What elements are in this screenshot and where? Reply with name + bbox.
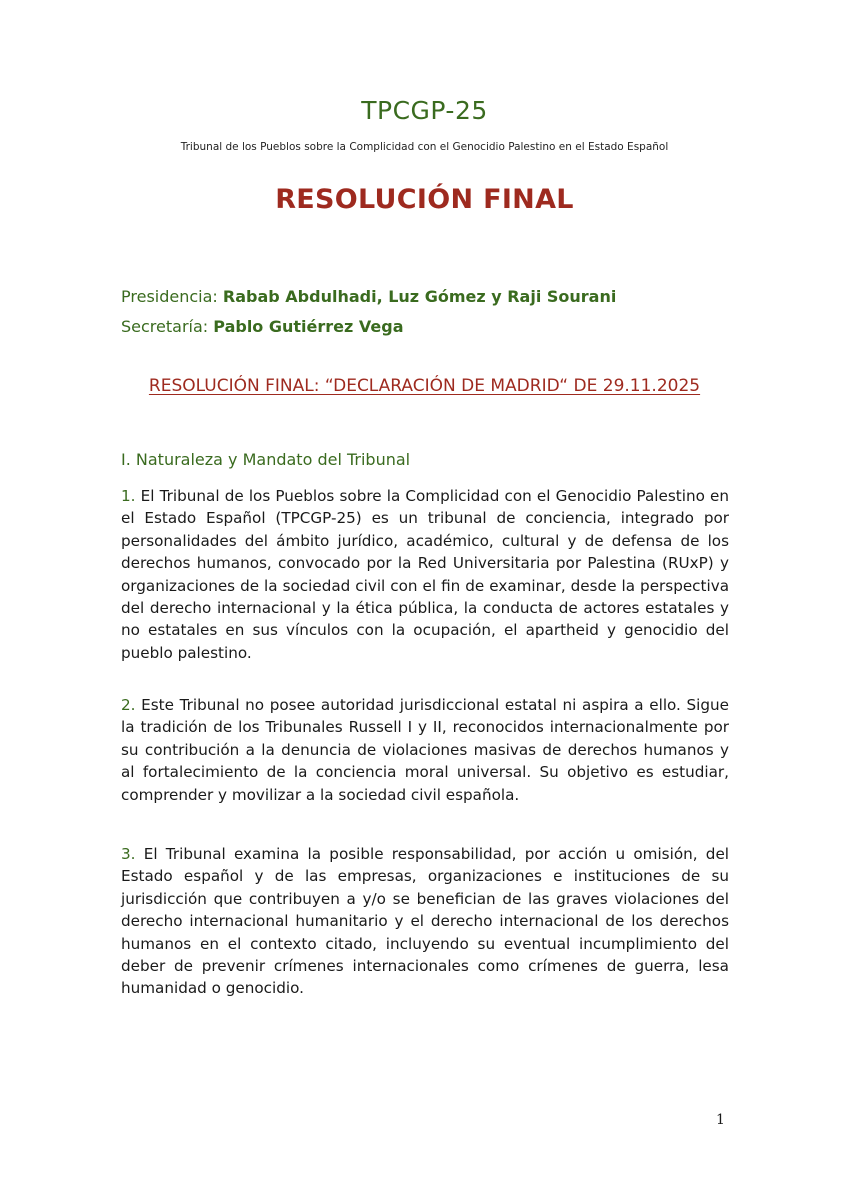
page-number: 1	[716, 1112, 725, 1128]
declaration-heading: RESOLUCIÓN FINAL: “DECLARACIÓN DE MADRID“ DE 29.11.2025	[148, 376, 701, 396]
paragraph-number: 2.	[121, 696, 136, 714]
paragraph-text: El Tribunal de los Pueblos sobre la Complicidad con el Genocidio Palestino en el Estado Español (TPCGP-25) es un tribunal de conciencia, integrado por personalidades del ámbito jurídico, académico, cultural y de defensa de los derechos humanos, convocado por la Red Universitaria por Palestina (RUxP) y organizaciones de la sociedad civil con el fin de examinar, desde la perspectiva del derecho internacional y la ética pública, la conducta de actores estatales y no estatales en sus vínculos con la ocupación, el apartheid y genocidio del pueblo palestino.	[121, 487, 729, 662]
presidencia-value: Rabab Abdulhadi, Luz Gómez y Raji Sourani	[222, 287, 617, 306]
main-heading: RESOLUCIÓN FINAL	[275, 184, 574, 215]
paragraph-3	[121, 843, 729, 1000]
secretaria-line	[121, 317, 404, 336]
paragraph-2	[121, 694, 729, 806]
paragraph-text: Este Tribunal no posee autoridad jurisdiccional estatal ni aspira a ello. Sigue la tradición de los Tribunales Russell I y II, reconocidos internacionalmente por su contribución a la denuncia de violaciones masivas de derechos humanos y al fortalecimiento de la conciencia moral universal. Su objetivo es estudiar, comprender y movilizar a la sociedad civil española.	[121, 696, 730, 804]
document-subtitle: Tribunal de los Pueblos sobre la Complicidad con el Genocidio Palestino en el Estado Español	[180, 141, 669, 153]
paragraph-number: 3.	[121, 845, 136, 863]
paragraph-number: 1.	[121, 487, 136, 505]
paragraph-1	[121, 485, 729, 664]
section-heading: I. Naturaleza y Mandato del Tribunal	[121, 450, 411, 469]
presidencia-line	[121, 287, 616, 306]
secretaria-value: Pablo Gutiérrez Vega	[213, 317, 404, 336]
presidencia-label: Presidencia:	[121, 287, 218, 306]
paragraph-text: El Tribunal examina la posible responsabilidad, por acción u omisión, del Estado español y de las empresas, organizaciones e instituciones de su jurisdicción que contribuyen a y/o se benefician de las graves violaciones del derecho internacional humanitario y el derecho internacional de los derechos humanos en el contexto citado, incluyendo su eventual incumplimiento del deber de prevenir crímenes internacionales como crímenes de guerra, lesa humanidad o genocidio.	[121, 845, 730, 998]
secretaria-label: Secretaría:	[121, 317, 209, 336]
document-title: TPCGP-25	[361, 96, 488, 125]
